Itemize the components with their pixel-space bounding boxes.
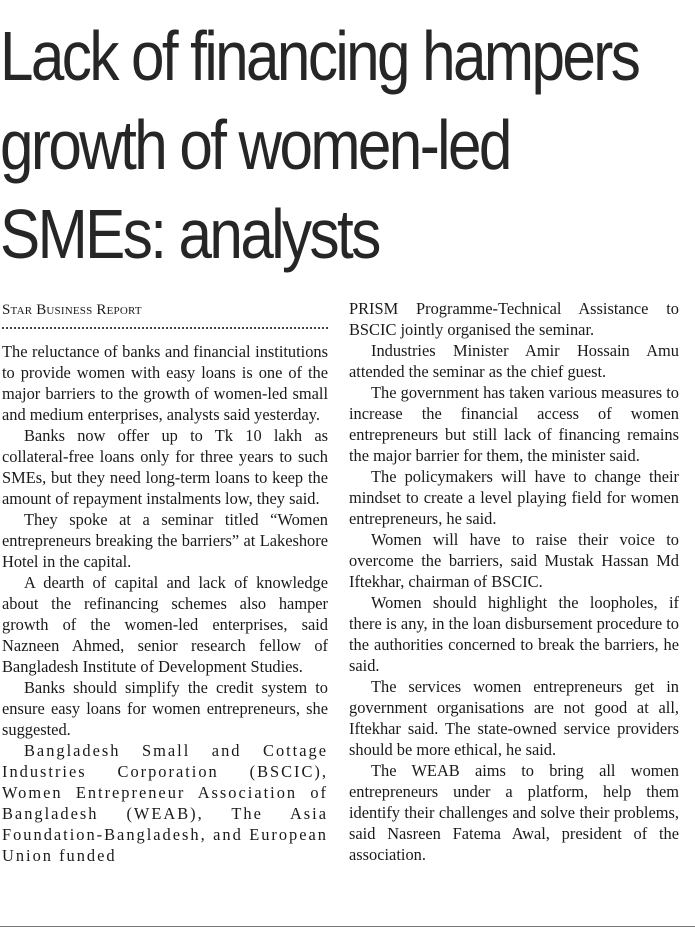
paragraph: Banks now offer up to Tk 10 lakh as collateral-free loans only for three years to such SMEs, but they need long-term loans to keep the amount of repayment instalments low, they said. bbox=[2, 426, 328, 508]
paragraph: A dearth of capital and lack of knowledge about the refinancing schemes also hamper growth of the women-led enterprises, said Nazneen Ahmed, senior research fellow of Bangladesh Institute of Development Studies. bbox=[2, 573, 328, 676]
headline-line-1: Lack of financing hampers bbox=[0, 17, 639, 95]
paragraph: The reluctance of banks and financial institutions to provide women with easy loans is one of the major barriers to the growth of women-led small and medium enterprises, analysts said yesterday. bbox=[2, 342, 328, 424]
article-column-left bbox=[2, 341, 328, 866]
paragraph: The policymakers will have to change their mindset to create a level playing field for women entrepreneurs, he said. bbox=[349, 467, 679, 528]
paragraph: Banks should simplify the credit system to ensure easy loans for women entrepreneurs, she suggested. bbox=[2, 678, 328, 739]
paragraph: The services women entrepreneurs get in government organisations are not good at all, Iftekhar said. The state-owned service providers should be more ethical, he said. bbox=[349, 677, 679, 759]
paragraph: Bangladesh Small and Cottage Industries Corporation (BSCIC), Women Entrepreneur Association of Bangladesh (WEAB), The Asia Foundation-Bangladesh, and European Union funded bbox=[2, 741, 328, 865]
paragraph: PRISM Programme-Technical Assistance to BSCIC jointly organised the seminar. bbox=[349, 299, 679, 339]
headline-line-2: growth of women-led bbox=[0, 106, 510, 184]
paragraph: Women should highlight the loopholes, if there is any, in the loan disbursement procedure to the authorities concerned to break the barriers, he said. bbox=[349, 593, 679, 675]
paragraph: Women will have to raise their voice to overcome the barriers, said Mustak Hassan Md Iftekhar, chairman of BSCIC. bbox=[349, 530, 679, 591]
dotted-divider bbox=[2, 327, 328, 329]
headline bbox=[0, 12, 639, 279]
paragraph: Industries Minister Amir Hossain Amu attended the seminar as the chief guest. bbox=[349, 341, 679, 381]
byline: Star Business Report bbox=[2, 302, 142, 318]
headline-line-3: SMEs: analysts bbox=[0, 195, 379, 273]
bottom-rule bbox=[0, 926, 695, 927]
article-column-right bbox=[349, 298, 679, 865]
paragraph: The government has taken various measures to increase the financial access of women entrepreneurs but still lack of financing remains the major barrier for them, the minister said. bbox=[349, 383, 679, 465]
paragraph: They spoke at a seminar titled “Women entrepreneurs breaking the barriers” at Lakeshore Hotel in the capital. bbox=[2, 510, 328, 571]
paragraph: The WEAB aims to bring all women entrepreneurs under a platform, help them identify their challenges and solve their problems, said Nasreen Fatema Awal, president of the association. bbox=[349, 761, 679, 864]
